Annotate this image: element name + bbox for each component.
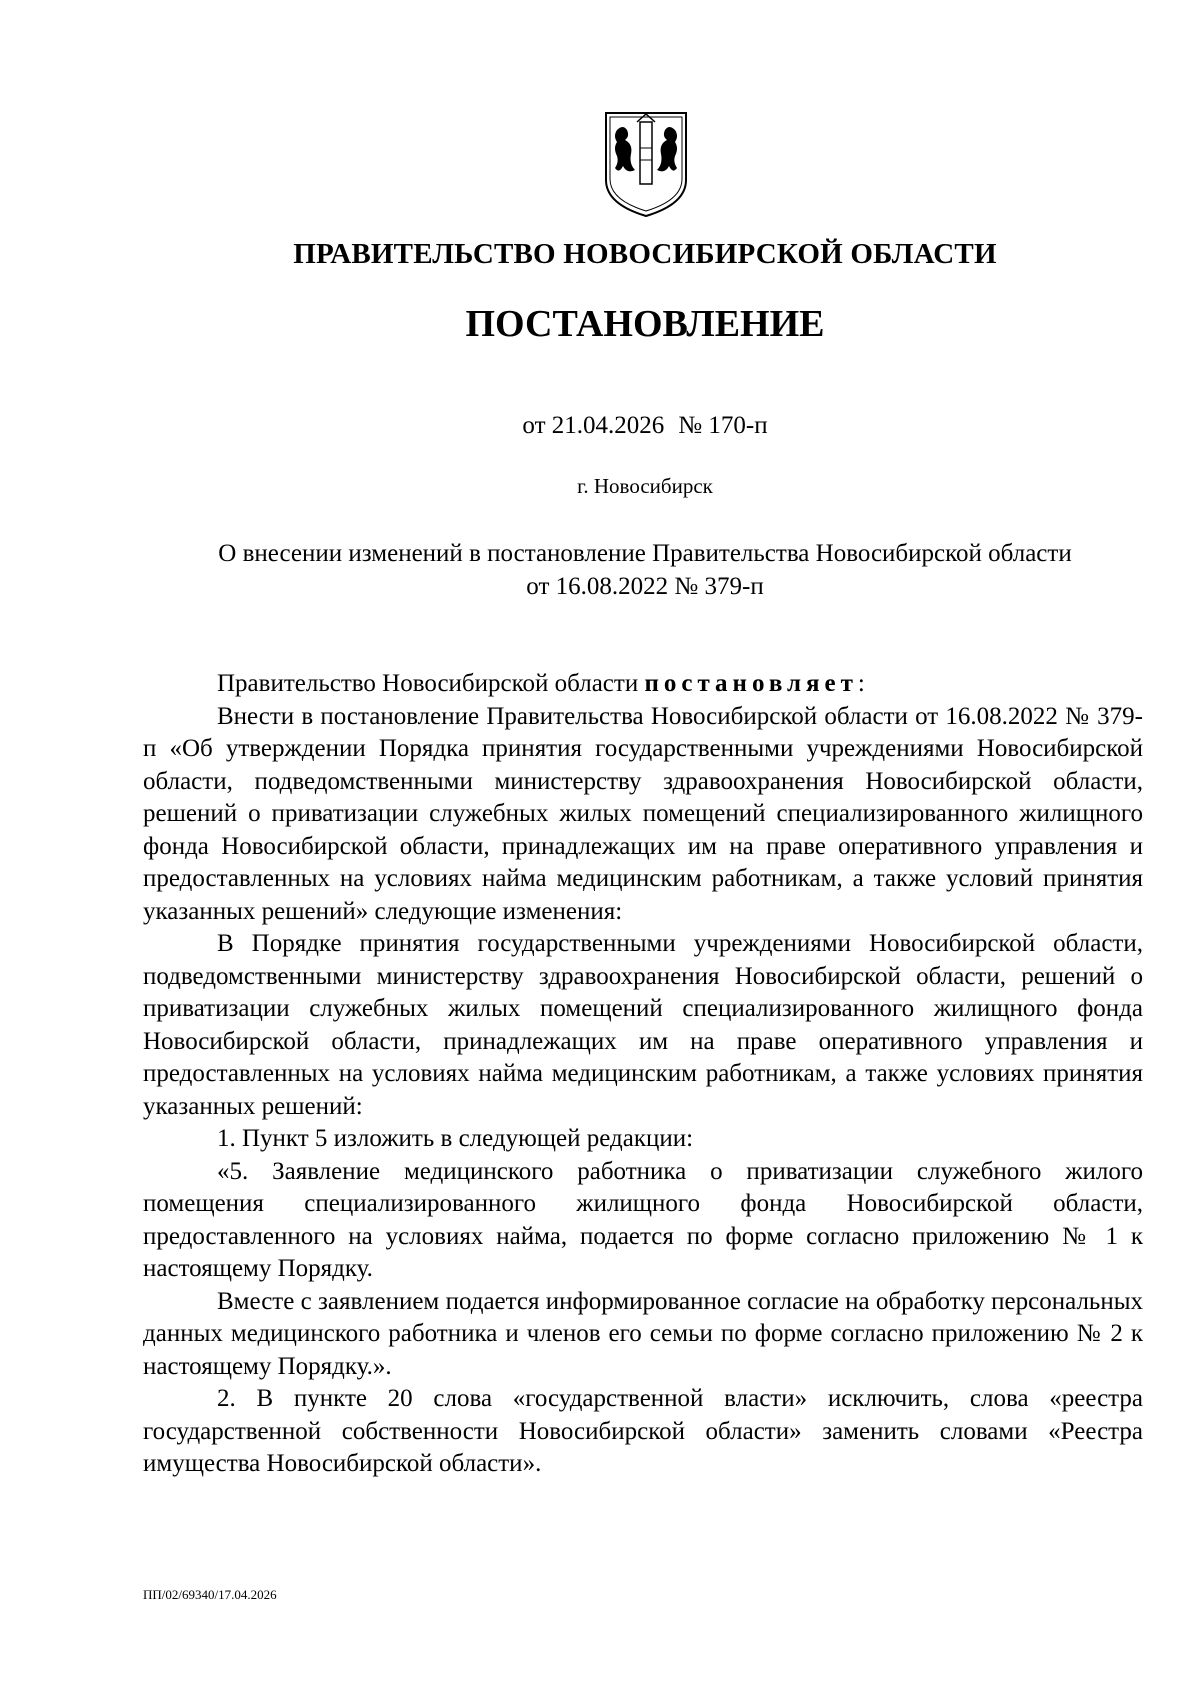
intro-lead: Правительство Новосибирской области [217,670,639,697]
resolution-intro [143,668,1143,701]
document-body [143,668,1143,1481]
document-footer-code: ПП/02/69340/17.04.2026 [143,1587,277,1602]
document-number: № 170-п [678,412,768,439]
body-paragraph-2: В Порядке принятия государственными учреждениями Новосибирской области, подведомственными министерству здравоохранения Новосибирской области, решений о приватизации служебных жилых помещений специализированного жилищного фонда Новосибирской области, принадлежащих им на праве оперативного управления и предоставленных на условиях найма медицинским работникам, а также условиях принятия указанных решений: [143,930,1143,1120]
body-paragraph-4: «5. Заявление медицинского работника о приватизации служебного жилого помещения специализированного жилищного фонда Новосибирской области, предоставленного на условиях найма, подается по форме согласно приложению № 1 к настоящему Порядку. [143,1157,1143,1282]
intro-tail: : [857,670,865,697]
document-type-title: ПОСТАНОВЛЕНИЕ [465,303,825,345]
document-date: от 21.04.2026 [522,412,665,439]
organization-title: ПРАВИТЕЛЬСТВО НОВОСИБИРСКОЙ ОБЛАСТИ [293,238,997,270]
body-paragraph-5: Вместе с заявлением подается информированное согласие на обработку персональных данных медицинского работника и членов его семьи по форме согласно приложению № 2 к настоящему Порядку.». [143,1287,1143,1380]
document-subject [150,537,1140,603]
subject-line-1: О внесении изменений в постановление Правительства Новосибирской области [218,540,1072,567]
body-paragraph-1: Внести в постановление Правительства Новосибирской области от 16.08.2022 № 379-п «Об утверждении Порядка принятия государственными учреждениями Новосибирской области, подведомственными министерству здравоохранения Новосибирской области, решений о приватизации служебных жилых помещений специализированного жилищного фонда Новосибирской области, принадлежащих им на праве оперативного управления и предоставленных на условиях найма медицинским работникам, а также условий принятия указанных решений» следующие изменения: [143,702,1143,925]
document-date-number [0,412,1200,440]
document-city: г. Новосибирск [577,474,713,498]
coat-of-arms-icon [601,108,691,218]
body-paragraph-6: 2. В пункте 20 слова «государственной власти» исключить, слова «реестра государственной собственности Новосибирской области» заменить словами «Реестра имущества Новосибирской области». [143,1385,1143,1477]
intro-verb: постановляет [644,670,858,697]
body-paragraph-3: 1. Пункт 5 изложить в следующей редакции: [217,1125,694,1152]
subject-line-2: от 16.08.2022 № 379-п [526,573,764,600]
